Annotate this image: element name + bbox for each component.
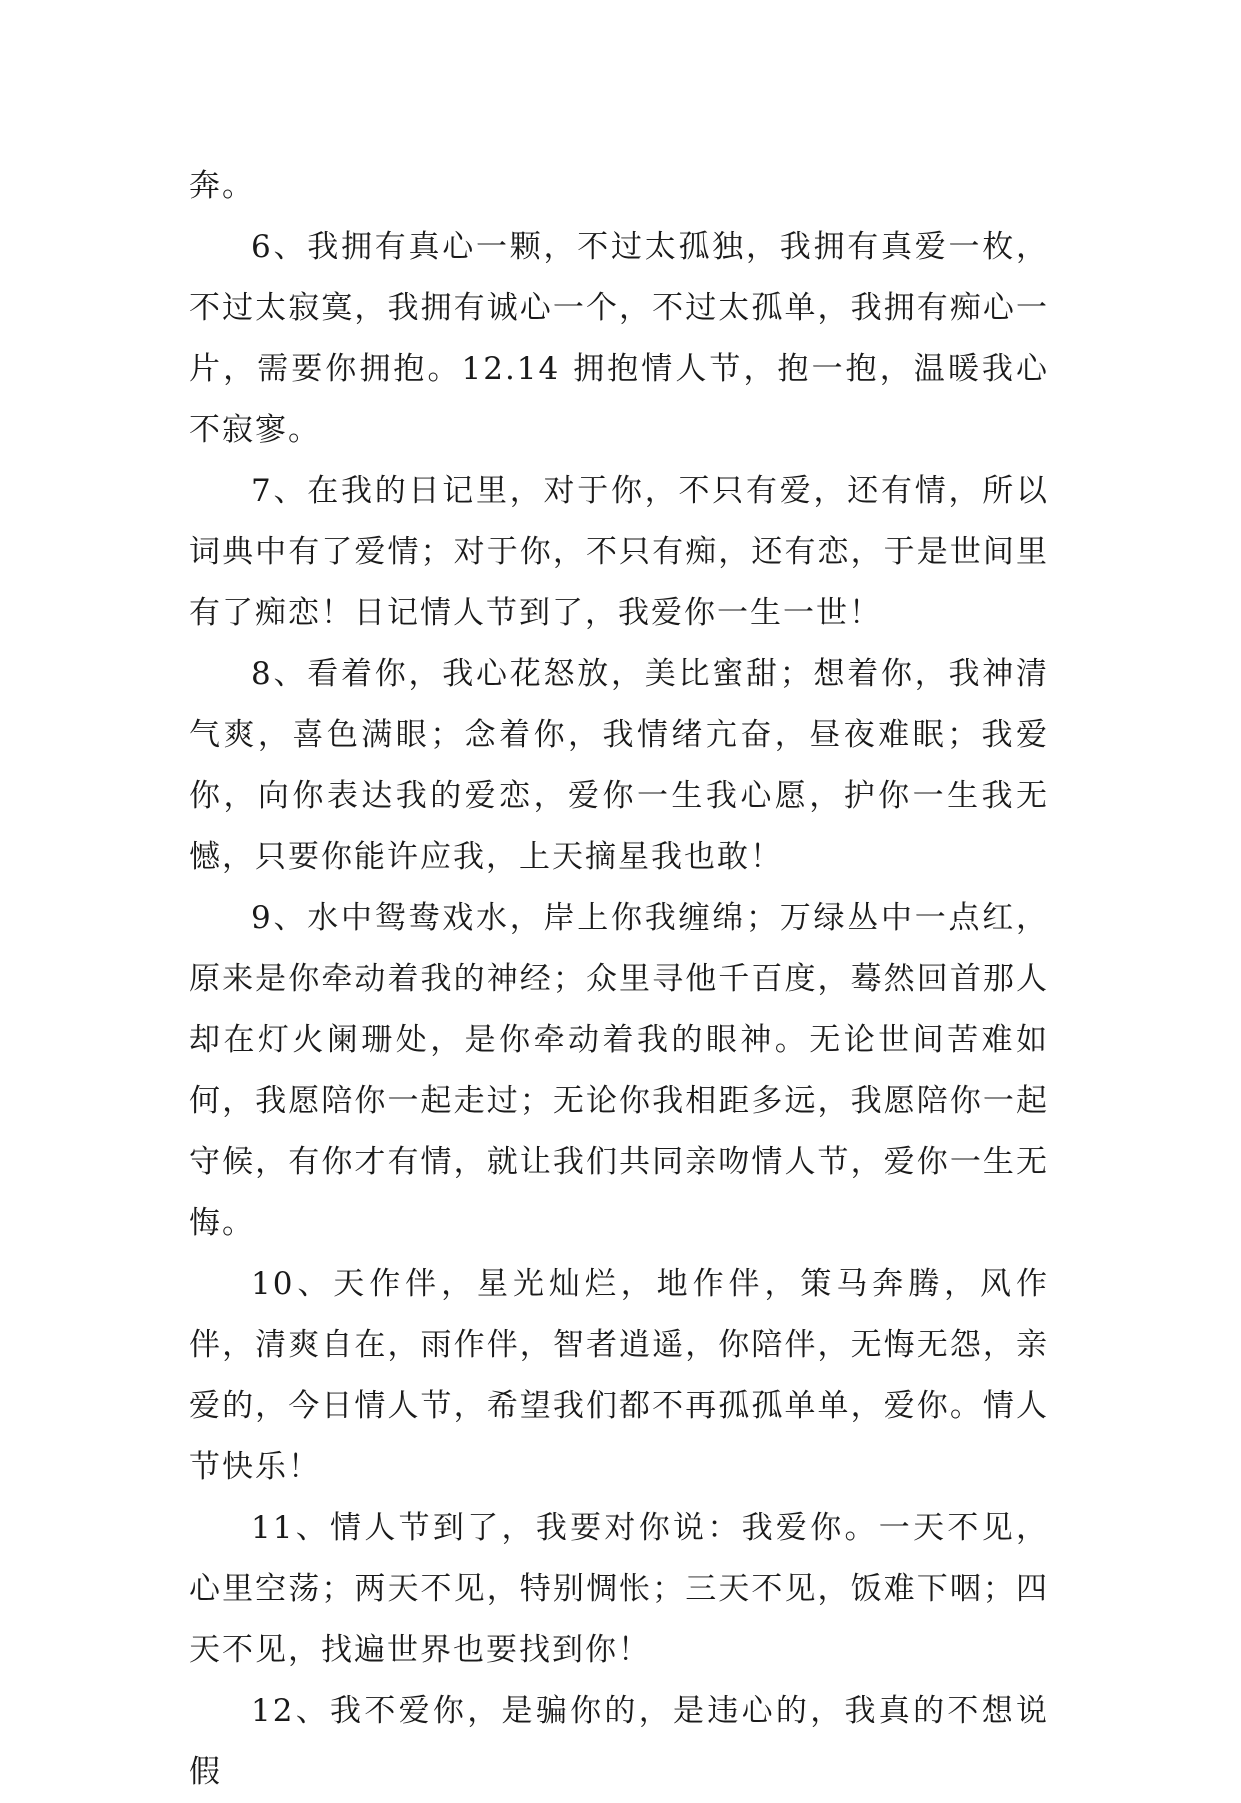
paragraph-item-11: 11、情人节到了，我要对你说：我爱你。一天不见，心里空荡；两天不见，特别惆怅；三天不见，饭难下咽；四天不见，找遍世界也要找到你！ [189,1510,1049,1668]
paragraph-item-6: 6、我拥有真心一颗，不过太孤独，我拥有真爱一枚，不过太寂寞，我拥有诚心一个，不过太孤单，我拥有痴心一片，需要你拥抱。12.14 拥抱情人节，抱一抱，温暖我心不寂寥。 [189,229,1049,448]
document-body [189,156,1049,1803]
paragraph-item-10: 10、天作伴，星光灿烂，地作伴，策马奔腾，风作伴，清爽自在，雨作伴，智者逍遥，你陪伴，无悔无怨，亲爱的，今日情人节，希望我们都不再孤孤单单，爱你。情人节快乐！ [189,1266,1049,1485]
paragraph-item-12: 12、我不爱你，是骗你的，是违心的，我真的不想说假 [189,1693,1049,1790]
paragraph-continuation: 奔。 [189,168,255,204]
paragraph-item-7: 7、在我的日记里，对于你，不只有爱，还有情，所以词典中有了爱情；对于你，不只有痴，还有恋，于是世间里有了痴恋！日记情人节到了，我爱你一生一世！ [189,473,1049,631]
paragraph-item-8: 8、看着你，我心花怒放，美比蜜甜；想着你，我神清气爽，喜色满眼；念着你，我情绪亢奋，昼夜难眠；我爱你，向你表达我的爱恋，爱你一生我心愿，护你一生我无憾，只要你能许应我，上天摘星我也敢！ [189,656,1049,875]
paragraph-item-9: 9、水中鸳鸯戏水，岸上你我缠绵；万绿丛中一点红，原来是你牵动着我的神经；众里寻他千百度，蓦然回首那人却在灯火阑珊处，是你牵动着我的眼神。无论世间苦难如何，我愿陪你一起走过；无论你我相距多远，我愿陪你一起守候，有你才有情，就让我们共同亲吻情人节，爱你一生无悔。 [189,900,1049,1241]
